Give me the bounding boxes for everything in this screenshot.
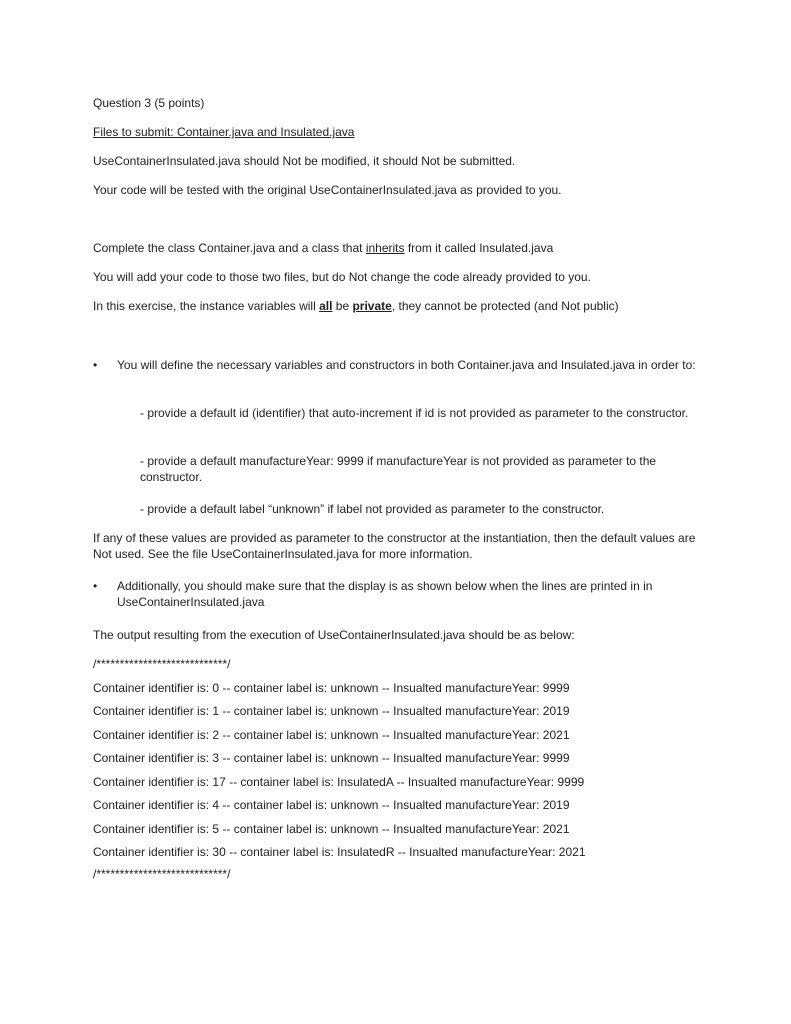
- question-heading: Question 3 (5 points): [93, 96, 205, 110]
- output-line: Container identifier is: 4 -- container label is: unknown -- Insualted manufactureYear: 2019: [93, 798, 570, 812]
- private-text-after: , they cannot be protected (and Not public): [391, 299, 619, 313]
- sub-item-default-label: - provide a default label “unknown” if label not provided as parameter to the constructor.: [140, 502, 605, 516]
- private-instruction: [93, 298, 619, 314]
- tested-note: Your code will be tested with the original UseContainerInsulated.java as provided to you.: [93, 183, 562, 197]
- sub-item-default-year: - provide a default manufactureYear: 9999 if manufactureYear is not provided as parameter to the constructor.: [140, 454, 657, 484]
- separator-bottom: /****************************/: [93, 867, 231, 881]
- complete-text-before: Complete the class Container.java and a class that: [93, 241, 366, 255]
- bullet-dot-icon: •: [93, 358, 98, 372]
- private-word: private: [352, 299, 392, 313]
- complete-text-after: from it called Insulated.java: [404, 241, 554, 255]
- output-line: Container identifier is: 1 -- container label is: unknown -- Insualted manufactureYear: 2019: [93, 704, 570, 718]
- complete-instruction: [93, 240, 553, 256]
- not-modified-note: UseContainerInsulated.java should Not be modified, it should Not be submitted.: [93, 154, 516, 168]
- all-word: all: [319, 299, 333, 313]
- inherits-word: inherits: [365, 241, 405, 255]
- private-text-before: In this exercise, the instance variables will: [93, 299, 320, 313]
- bullet-item-define-variables: You will define the necessary variables and constructors in both Container.java and Insulated.java in order to:: [117, 358, 696, 372]
- output-intro: The output resulting from the execution of UseContainerInsulated.java should be as below:: [93, 628, 575, 642]
- output-line: Container identifier is: 3 -- container label is: unknown -- Insualted manufactureYear: 9999: [93, 751, 570, 765]
- output-line: Container identifier is: 0 -- container label is: unknown -- Insualted manufactureYear: 9999: [93, 681, 570, 695]
- sub-item-default-id: - provide a default id (identifier) that auto-increment if id is not provided as parameter to the constructor.: [140, 406, 689, 420]
- separator-top: /****************************/: [93, 657, 231, 671]
- bullet-dot-icon: •: [93, 579, 98, 593]
- output-line: Container identifier is: 30 -- container label is: InsulatedR -- Insualted manufactureYear: 2021: [93, 845, 586, 859]
- add-code-instruction: You will add your code to those two files, but do Not change the code already provided to you.: [93, 270, 591, 284]
- output-line: Container identifier is: 5 -- container label is: unknown -- Insualted manufactureYear: 2021: [93, 822, 570, 836]
- output-line: Container identifier is: 17 -- container label is: InsulatedA -- Insualted manufactureYear: 9999: [93, 775, 585, 789]
- output-line: Container identifier is: 2 -- container label is: unknown -- Insualted manufactureYear: 2021: [93, 728, 570, 742]
- private-text-middle: be: [332, 299, 353, 313]
- defaults-note: If any of these values are provided as parameter to the constructor at the instantiation, then the default values are Not used. See the file UseContainerInsulated.java for more information.: [93, 531, 696, 561]
- files-to-submit: Files to submit: Container.java and Insulated.java: [93, 125, 355, 139]
- bullet-item-display: Additionally, you should make sure that the display is as shown below when the lines are printed in in UseContainerInsulated.java: [117, 579, 653, 609]
